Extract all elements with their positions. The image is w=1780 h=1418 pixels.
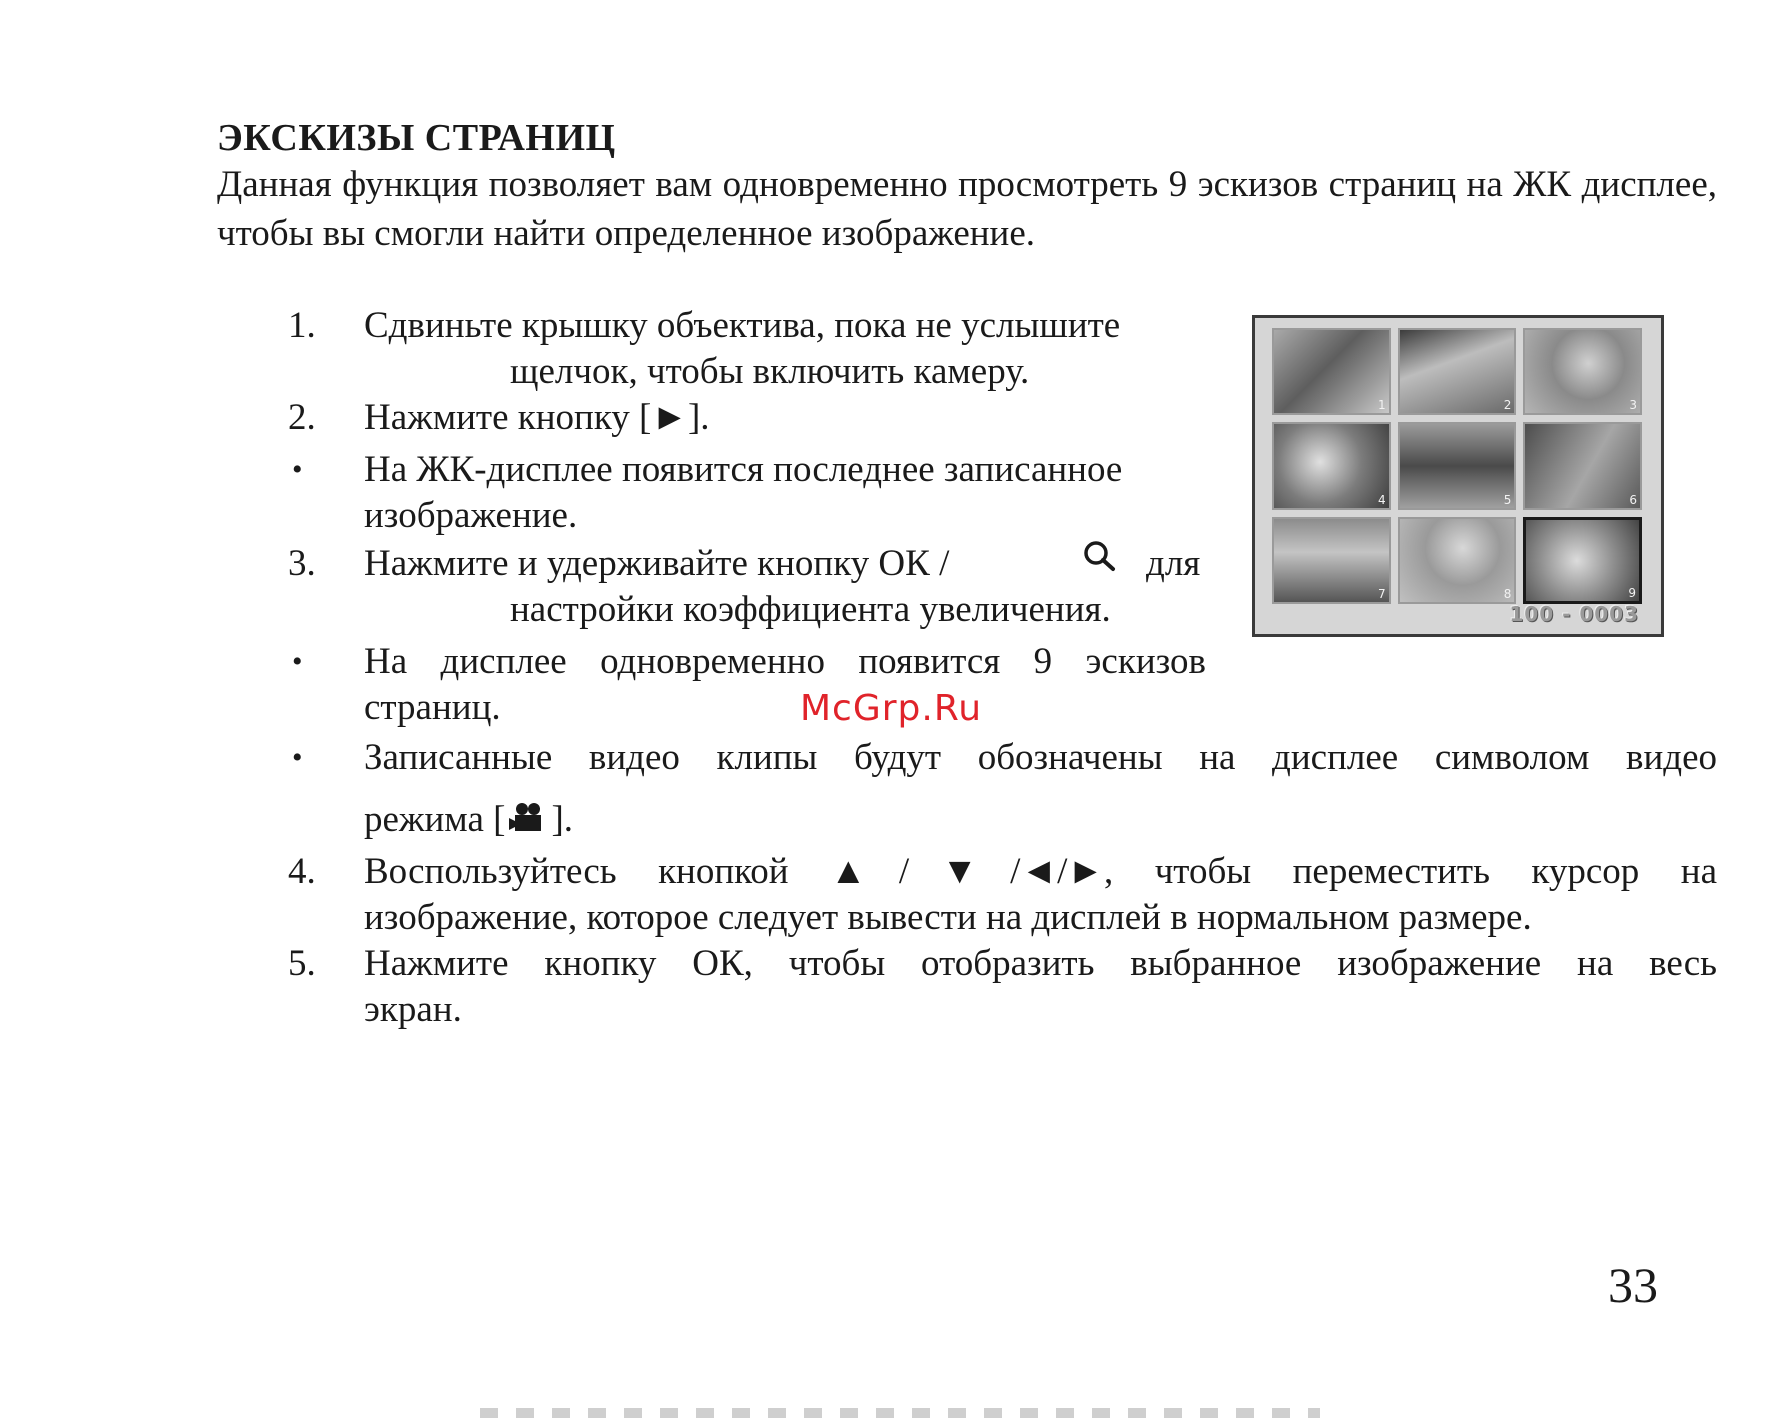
- thumbnail-number: 1: [1378, 398, 1386, 413]
- intro-paragraph: Данная функция позволяет вам одновременно просмотреть 9 эскизов страниц на ЖК дисплее, чтобы вы смогли найти определенное изображение.: [217, 164, 1717, 254]
- step-1-line-2: щелчок, чтобы включить камеру.: [510, 351, 1030, 392]
- bullet-3-marker: •: [292, 741, 303, 774]
- thumbnail-selected: [1523, 517, 1642, 604]
- bullet-3-line-1: Записанные видео клипы будут обозначены на дисплее символом видео: [364, 737, 1717, 778]
- thumbnail-number: 3: [1629, 398, 1637, 413]
- thumbnail-number: 9: [1628, 586, 1636, 600]
- thumbnail: [1398, 422, 1517, 509]
- bullet-2-marker: •: [292, 645, 303, 678]
- thumbnail: [1523, 422, 1642, 509]
- thumbnail: [1272, 517, 1391, 604]
- step-1-line-1: Сдвиньте крышку объектива, пока не услышите: [364, 305, 1121, 346]
- bottom-edge-artifact: [480, 1408, 1320, 1418]
- movie-camera-icon: [505, 801, 551, 835]
- step-2-text: Нажмите кнопку [►].: [364, 397, 710, 438]
- thumbnail-number: 4: [1378, 492, 1386, 507]
- step-4-line-2: изображение, которое следует вывести на дисплей в нормальном размере.: [364, 897, 1532, 938]
- thumbnail-number: 5: [1503, 492, 1512, 507]
- step-3-line-1-part-2: для: [1146, 543, 1201, 584]
- step-3-marker: 3.: [288, 543, 316, 584]
- bullet-1-line-1: На ЖК-дисплее появится последнее записанное: [364, 449, 1123, 490]
- bullet-3-line-2-part-2: ].: [551, 799, 574, 840]
- file-counter: 100 - 0003: [1509, 602, 1639, 626]
- thumbnail: [1398, 328, 1517, 415]
- step-5-marker: 5.: [288, 943, 316, 984]
- thumbnail-number: 2: [1503, 398, 1512, 413]
- page-number: 33: [1608, 1257, 1658, 1313]
- thumbnail: [1398, 517, 1517, 604]
- section-title: ЭКСКИЗЫ СТРАНИЦ: [217, 117, 616, 159]
- step-3-line-1-part-1: Нажмите и удерживайте кнопку ОК /: [364, 543, 950, 584]
- step-5-line-1: Нажмите кнопку ОК, чтобы отобразить выбранное изображение на весь: [364, 943, 1717, 984]
- step-1-marker: 1.: [288, 305, 316, 346]
- thumbnail-grid: [1272, 328, 1642, 604]
- thumbnail-number: 6: [1629, 492, 1637, 507]
- bullet-2-line-2: страниц.: [364, 687, 501, 728]
- bullet-3-line-2-part-1: режима [: [364, 799, 506, 840]
- bullet-1-marker: •: [292, 453, 303, 486]
- watermark: McGrp.Ru: [800, 688, 983, 729]
- step-3-line-2: настройки коэффициента увеличения.: [510, 589, 1111, 630]
- thumbnail: [1272, 422, 1391, 509]
- thumbnail: [1523, 328, 1642, 415]
- step-2-marker: 2.: [288, 397, 316, 438]
- lcd-thumbnail-figure: [1252, 315, 1664, 637]
- step-4-line-1: Воспользуйтесь кнопкой ▲/▼/◄/►, чтобы переместить курсор на: [364, 851, 1717, 892]
- step-4-marker: 4.: [288, 851, 316, 892]
- thumbnail-number: 8: [1503, 587, 1512, 601]
- bullet-2-line-1: На дисплее одновременно появится 9 эскизов: [364, 641, 1206, 682]
- bullet-1-line-2: изображение.: [364, 495, 578, 536]
- magnifier-icon: [1082, 540, 1118, 574]
- thumbnail-number: 7: [1378, 587, 1386, 601]
- thumbnail: [1272, 328, 1391, 415]
- bullet-3-line-2: [364, 798, 573, 842]
- step-5-line-2: экран.: [364, 989, 462, 1030]
